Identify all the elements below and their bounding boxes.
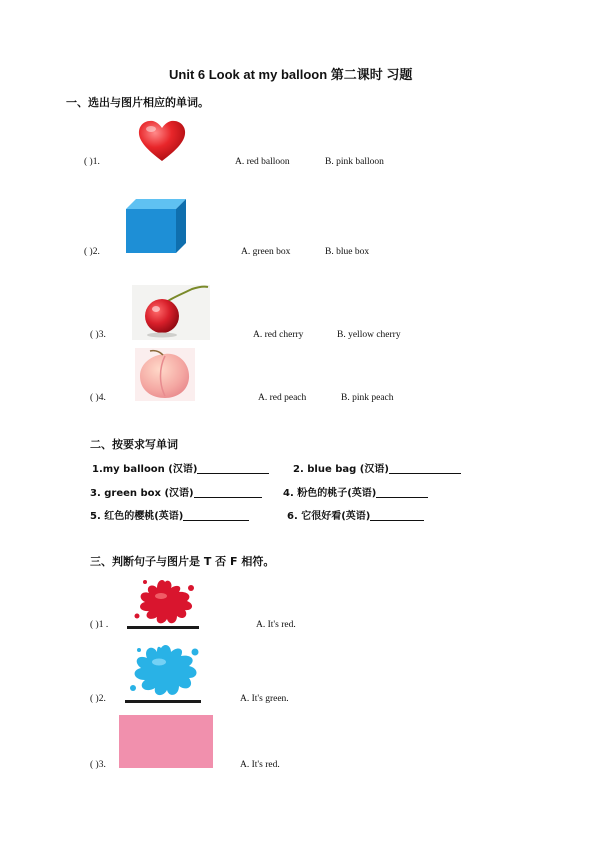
blue-paint-splat-image xyxy=(125,640,205,706)
fill-item-6-text: 6. 它很好看(英语) xyxy=(287,511,371,522)
red-cherry-image xyxy=(132,285,210,340)
fill-blank-2[interactable] xyxy=(389,462,461,474)
pink-peach-image xyxy=(135,348,195,401)
q4-option-b: B. pink peach xyxy=(341,393,394,403)
fill-blank-6[interactable] xyxy=(370,509,424,521)
fill-blank-4[interactable] xyxy=(376,486,428,498)
fill-item-6 xyxy=(287,507,424,522)
tf2-answer-bracket: ( )2. xyxy=(90,694,106,704)
tf2-statement: A. It's green. xyxy=(240,694,289,704)
q2-option-b: B. blue box xyxy=(325,247,370,257)
fill-item-4-text: 4. 粉色的桃子(英语) xyxy=(283,488,377,499)
fill-blank-1[interactable] xyxy=(197,462,269,474)
q1-option-b: B. pink balloon xyxy=(325,157,384,167)
q2-option-a: A. green box xyxy=(241,247,291,257)
page-title: Unit 6 Look at my balloon 第二课时 习题 xyxy=(169,67,413,82)
fill-item-5-text: 5. 红色的樱桃(英语) xyxy=(90,511,184,522)
fill-item-2 xyxy=(293,460,461,475)
fill-item-3-text: 3. green box (汉语) xyxy=(90,488,194,499)
q1-answer-bracket: ( )1. xyxy=(84,157,100,167)
section-3-heading: 三、判断句子与图片是 T 否 F 相符。 xyxy=(90,555,275,568)
section-1-heading: 一、选出与图片相应的单词。 xyxy=(66,96,209,109)
tf3-answer-bracket: ( )3. xyxy=(90,760,106,770)
pink-rectangle-image xyxy=(119,715,213,768)
fill-item-2-text: 2. blue bag (汉语) xyxy=(293,464,389,475)
q3-option-b: B. yellow cherry xyxy=(337,330,401,340)
fill-item-1 xyxy=(92,460,269,475)
fill-blank-5[interactable] xyxy=(183,509,249,521)
tf1-answer-bracket: ( )1 . xyxy=(90,620,109,630)
fill-item-5 xyxy=(90,507,249,522)
q2-answer-bracket: ( )2. xyxy=(84,247,100,257)
fill-item-4 xyxy=(283,484,428,499)
q3-answer-bracket: ( )3. xyxy=(90,330,106,340)
q4-option-a: A. red peach xyxy=(258,393,307,403)
q3-option-a: A. red cherry xyxy=(253,330,304,340)
blue-box-image xyxy=(124,197,188,255)
q4-answer-bracket: ( )4. xyxy=(90,393,106,403)
red-heart-balloon-image xyxy=(136,118,188,164)
fill-item-3 xyxy=(90,484,262,499)
fill-item-1-text: 1.my balloon (汉语) xyxy=(92,464,198,475)
fill-blank-3[interactable] xyxy=(194,486,262,498)
red-paint-splat-image xyxy=(127,574,203,632)
section-2-heading: 二、按要求写单词 xyxy=(90,438,178,451)
tf3-statement: A. It's red. xyxy=(240,760,280,770)
tf1-statement: A. It's red. xyxy=(256,620,296,630)
q1-option-a: A. red balloon xyxy=(235,157,290,167)
